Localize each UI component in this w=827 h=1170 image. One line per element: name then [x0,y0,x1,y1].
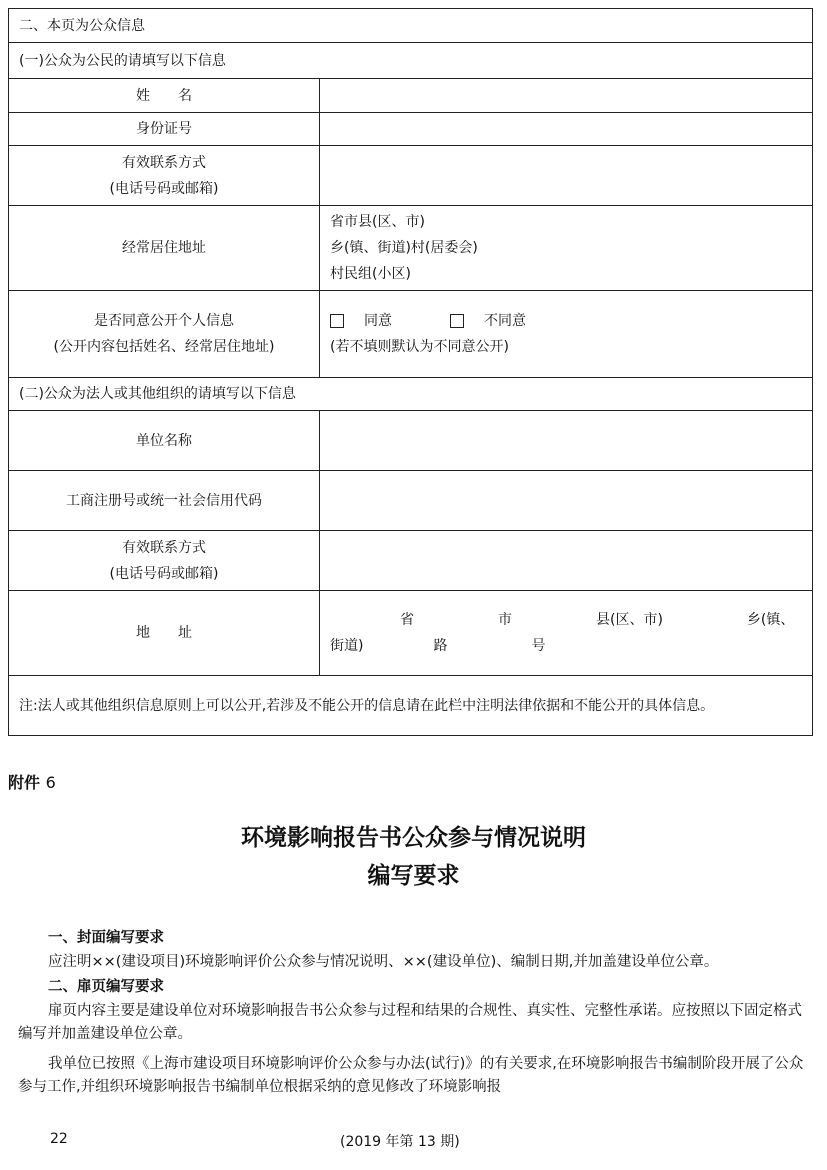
org-contact-label: 有效联系方式 (电话号码或邮箱) [9,531,320,591]
unit-label: 单位名称 [9,411,320,471]
reg-field[interactable] [320,471,813,531]
disagree-checkbox[interactable] [450,314,464,328]
paragraph: 扉页内容主要是建设单位对环境影响报告书公众参与过程和结果的合规性、真实性、完整性承诺。应按照以下固定格式编写并加盖建设单位公章。 [18,1002,802,1042]
consent-field [320,291,813,378]
citizen-header: (一)公众为公民的请填写以下信息 [9,43,813,79]
reg-label: 工商注册号或统一社会信用代码 [9,471,320,531]
org-address-label: 地 址 [9,591,320,676]
id-label: 身份证号 [9,113,320,146]
org-address-field[interactable]: 省 市 县(区、市) 乡(镇、 街道) 路 号 [320,591,813,676]
name-label: 姓 名 [9,79,320,113]
org-header: (二)公众为法人或其他组织的请填写以下信息 [9,378,813,411]
issue-label: (2019 年第 13 期) [340,1134,460,1150]
agree-label: 同意 [364,313,392,329]
consent-note: (若不填则默认为不同意公开) [330,339,509,355]
disagree-label: 不同意 [484,313,526,329]
address-label: 经常居住地址 [9,206,320,291]
paragraph: 我单位已按照《上海市建设项目环境影响评价公众参与办法(试行)》的有关要求,在环境影响报告书编制阶段开展了公众参与工作,并组织环境影响报告书编制单位根据采纳的意见修改了环境影响报 [18,1055,804,1095]
id-field[interactable] [320,113,813,146]
org-contact-field[interactable] [320,531,813,591]
unit-field[interactable] [320,411,813,471]
section-heading: 二、扉页编写要求 [48,979,164,995]
org-note: 注:法人或其他组织信息原则上可以公开,若涉及不能公开的信息请在此栏中注明法律依据和不能公开的具体信息。 [9,676,813,736]
doc-title: 环境影响报告书公众参与情况说明 [241,824,586,851]
agree-checkbox[interactable] [330,314,344,328]
public-info-form [8,8,813,736]
contact-field[interactable] [320,146,813,206]
section-title: 二、本页为公众信息 [9,9,813,43]
paragraph: 应注明××(建设项目)环境影响评价公众参与情况说明、××(建设单位)、编制日期,并加盖建设单位公章。 [48,953,719,970]
name-field[interactable] [320,79,813,113]
section-heading: 一、封面编写要求 [48,930,164,946]
doc-body [18,925,813,1100]
address-field[interactable]: 省市县(区、市) 乡(镇、街道)村(居委会) 村民组(小区) [320,206,813,291]
attachment-label: 附件 6 [8,773,56,792]
page-number: 22 [50,1131,68,1147]
contact-label: 有效联系方式 (电话号码或邮箱) [9,146,320,206]
consent-label: 是否同意公开个人信息 (公开内容包括姓名、经常居住地址) [9,291,320,378]
doc-subtitle: 编写要求 [367,862,460,889]
